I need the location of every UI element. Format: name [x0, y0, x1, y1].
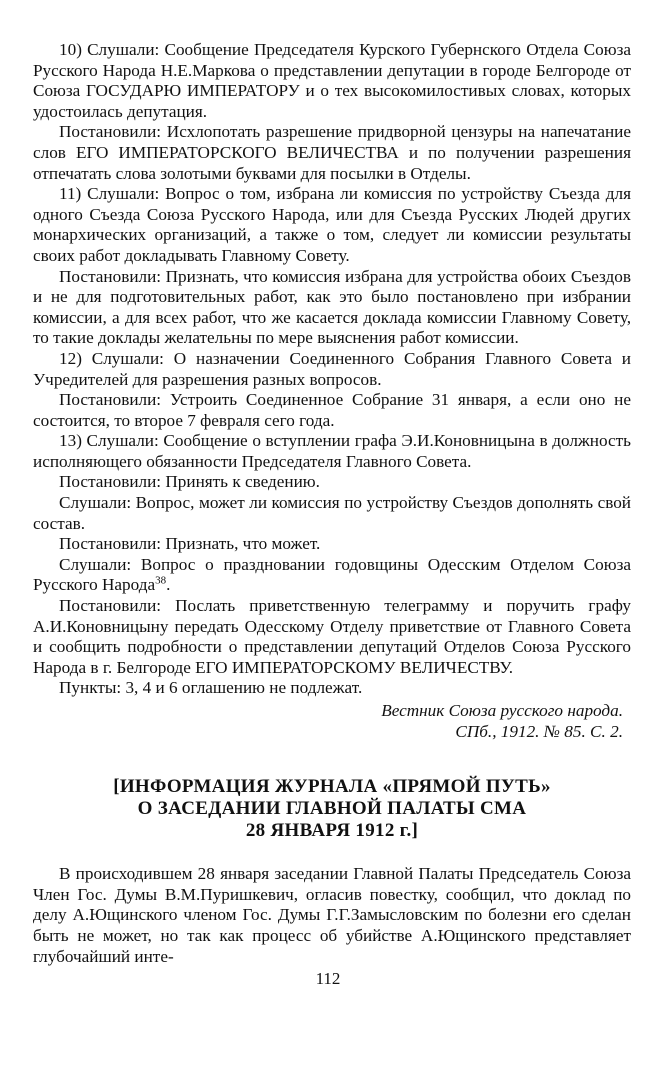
paragraph-10-heard: 10) Слушали: Сообщение Председателя Курского Губернского Отдела Союза Русского Народа Н.Е.Маркова о представлении депутации в городе Белгороде от Союза ГОСУДАРЮ ИМПЕРАТОРУ и о тех высокомилостивых словах, которых удостоилась депутация. [33, 40, 631, 121]
odessa-text: Слушали: Вопрос о праздновании годовщины Одесским Отделом Союза Русского Народа [33, 554, 631, 595]
paragraph-commission-heard: Слушали: Вопрос, может ли комиссия по устройству Съездов дополнять свой состав. [33, 493, 631, 533]
paragraph-10-resolved: Постановили: Исхлопотать разрешение придворной цензуры на напечатание слов ЕГО ИМПЕРАТОРСКОГО ВЕЛИЧЕСТВА и по получении разрешения отпечатать слова золотыми буквами для посылки в Отделы. [33, 122, 631, 183]
page-content [33, 40, 631, 967]
paragraph-commission-resolved: Постановили: Признать, что может. [59, 534, 321, 554]
source-citation [33, 701, 631, 742]
source-line-2: СПб., 1912. № 85. С. 2. [455, 721, 623, 741]
section-heading [33, 776, 631, 842]
odessa-period: . [166, 575, 171, 595]
paragraph-13-resolved: Постановили: Принять к сведению. [59, 472, 320, 492]
paragraph-odessa-resolved: Постановили: Послать приветственную телеграмму и поручить графу А.И.Коновницыну передать Одесскому Отделу приветствие от Главного Совета и сообщить подробности о представлении депутаций Отделов Союза Русского Народа в г. Белгороде ЕГО ИМПЕРАТОРСКОМУ ВЕЛИЧЕСТВУ. [33, 596, 631, 677]
paragraph-final: В происходившем 28 января заседании Главной Палаты Председатель Союза Член Гос. Думы В.М.Пуришкевич, огласив повестку, сообщил, что доклад по делу А.Ющинского членом Гос. Думы Г.Г.Замысловским по болезни его сделан быть не может, но так как процесс об убийстве А.Ющинского представляет глубочайший инте- [33, 864, 631, 966]
paragraph-points: Пункты: 3, 4 и 6 оглашению не подлежат. [59, 678, 363, 698]
heading-line-3: 28 ЯНВАРЯ 1912 г.] [245, 820, 419, 842]
heading-line-1: [ИНФОРМАЦИЯ ЖУРНАЛА «ПРЯМОЙ ПУТЬ» [113, 776, 551, 798]
paragraph-11-resolved: Постановили: Признать, что комиссия избрана для устройства обоих Съездов и не для подготовительных работ, как это было постановлено при избрании комиссии, а для всех работ, что же касается доклада комиссии Главному Совету, то такие доклады желательны по мере выяснения работ комиссии. [33, 266, 631, 348]
source-line-1: Вестник Союза русского народа. [381, 701, 623, 720]
paragraph-12-resolved: Постановили: Устроить Соединенное Собрание 31 января, а если оно не состоится, то второе 7 февраля сего года. [33, 390, 631, 430]
paragraph-12-heard: 12) Слушали: О назначении Соединенного Собрания Главного Совета и Учредителей для разрешения разных вопросов. [33, 348, 631, 389]
page-number: 112 [315, 969, 341, 988]
paragraph-13-heard: 13) Слушали: Сообщение о вступлении графа Э.И.Коновницына в должность исполняющего обязанности Председателя Главного Совета. [33, 431, 631, 471]
paragraph-odessa-heard [33, 555, 631, 596]
heading-line-2: О ЗАСЕДАНИИ ГЛАВНОЙ ПАЛАТЫ СМА [137, 798, 527, 820]
paragraph-11-heard: 11) Слушали: Вопрос о том, избрана ли комиссия по устройству Съезда для одного Съезда Союза Русского Народа, или для Съезда Русских Людей других монархических организаций, а также о том, следует ли комиссии результаты своих работ докладывать Главному Совету. [33, 184, 631, 265]
footnote-marker: 38 [155, 574, 167, 587]
